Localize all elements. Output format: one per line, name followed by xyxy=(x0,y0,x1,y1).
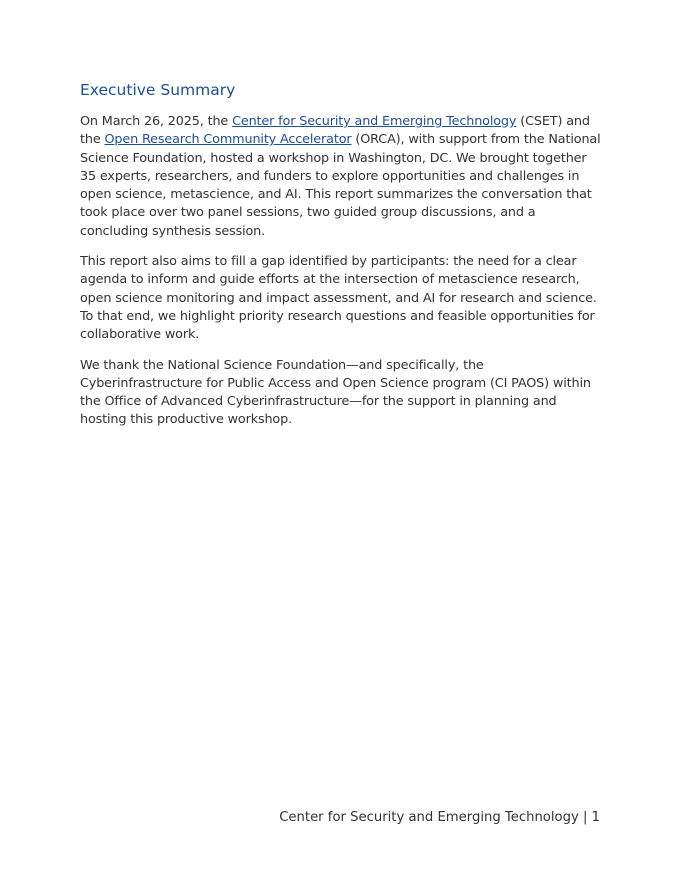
cset-link[interactable]: Center for Security and Emerging Technology xyxy=(232,114,517,129)
footer-separator: | xyxy=(578,810,592,825)
footer-org: Center for Security and Emerging Technology xyxy=(279,810,579,825)
orca-link[interactable]: Open Research Community Accelerator xyxy=(104,132,352,148)
page-content xyxy=(80,80,605,442)
intro-text-1: On March 26, 2025, the xyxy=(80,114,233,129)
page-number: 1 xyxy=(591,810,600,825)
intro-text-3: (ORCA), with support from the National Science Foundation, hosted a workshop in Washington, DC. We brought together 35 experts, researchers, and funders to explore opportunities and challenges in open science, metascience, and AI. This report summarizes the conversation that took place over two panel sessions, two guided group discussions, and a concluding synthesis session. xyxy=(80,132,601,239)
paragraph-intro xyxy=(80,113,605,241)
paragraph-thanks: We thank the National Science Foundation—and specifically, the Cyberinfrastructure for Public Access and Open Science program (CI PAOS) within the Office of Advanced Cyberinfrastructure—for the support in planning and hosting this productive workshop. xyxy=(80,357,591,428)
intro-text-2: (CSET) and the xyxy=(80,114,590,148)
page-footer xyxy=(279,809,600,827)
section-heading: Executive Summary xyxy=(80,81,236,99)
paragraph-gap: This report also aims to fill a gap identified by participants: the need for a clear agenda to inform and guide efforts at the intersection of metascience research, open science monitoring and impact assessment, and AI for research and science. To that end, we highlight priority research questions and feasible opportunities for collaborative work. xyxy=(80,254,597,343)
